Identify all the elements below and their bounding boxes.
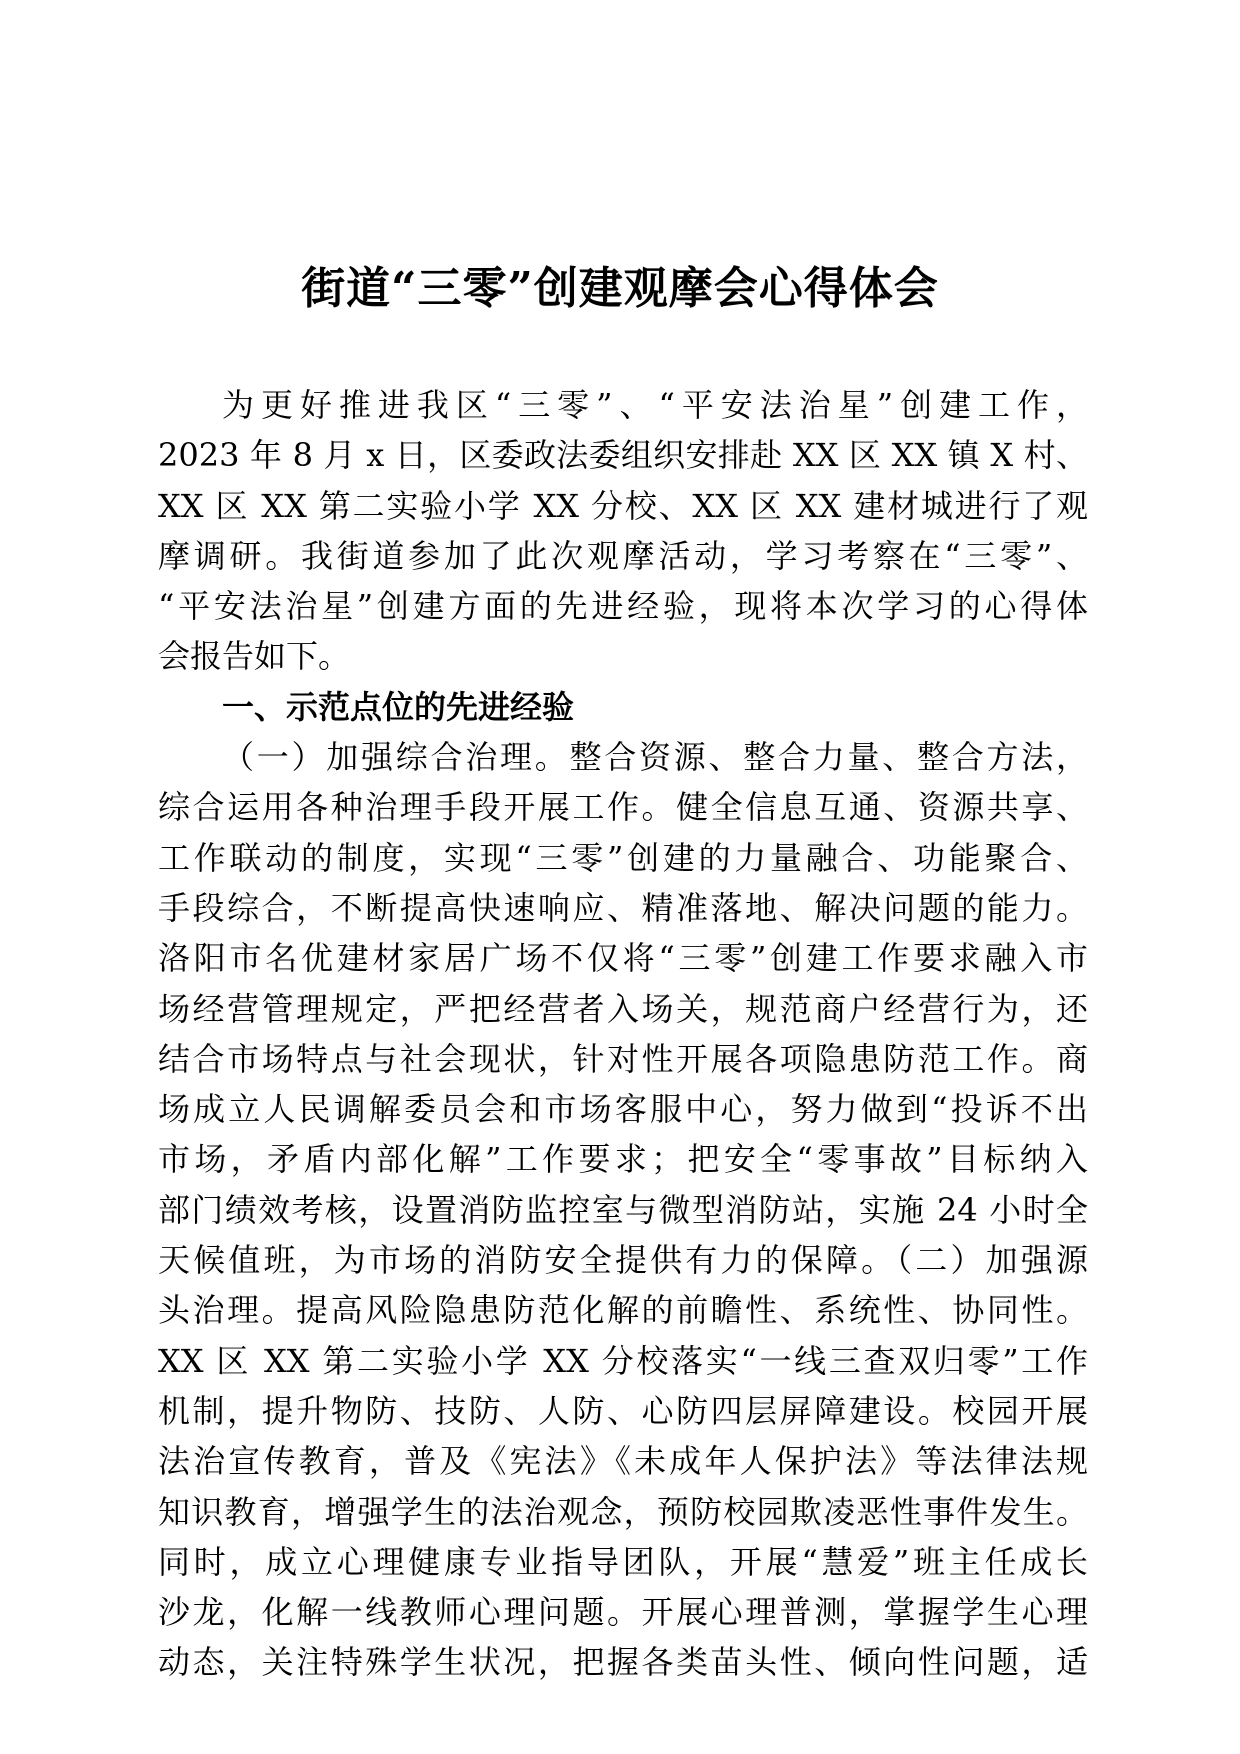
intro-line: XX 区 XX 第二实验小学 XX 分校、XX 区 XX 建材城进行了观 [158, 486, 1088, 525]
body-line: 场成立人民调解委员会和市场客服中心，努力做到“投诉不出 [158, 1090, 1088, 1129]
body-line: 市场，矛盾内部化解”工作要求；把安全“零事故”目标纳入 [158, 1140, 1088, 1179]
intro-line: 为更好推进我区“三零”、“平安法治星”创建工作， [222, 386, 1088, 424]
intro-line: 2023 年 8 月 x 日，区委政法委组织安排赴 XX 区 XX 镇 X 村、 [158, 436, 1088, 475]
intro-paragraph [158, 380, 1088, 682]
intro-line: 会报告如下。 [158, 637, 351, 676]
body-line: 场经营管理规定，严把经营者入场关，规范商户经营行为，还 [158, 989, 1088, 1028]
body-line: 知识教育，增强学生的法治观念，预防校园欺凌恶性事件发生。 [158, 1492, 1088, 1531]
section-heading: 一、示范点位的先进经验 [222, 687, 575, 726]
body-line: 洛阳市名优建材家居广场不仅将“三零”创建工作要求融入市 [158, 939, 1088, 978]
document-title: 街道“三零”创建观摩会心得体会 [301, 263, 939, 314]
body-line: 部门绩效考核，设置消防监控室与微型消防站，实施 24 小时全 [158, 1190, 1088, 1229]
intro-line: “平安法治星”创建方面的先进经验，现将本次学习的心得体 [158, 587, 1088, 626]
body-line: XX 区 XX 第二实验小学 XX 分校落实“一线三查双归零”工作 [158, 1341, 1088, 1380]
body-line: 机制，提升物防、技防、人防、心防四层屏障建设。校园开展 [158, 1391, 1088, 1430]
body-line: 结合市场特点与社会现状，针对性开展各项隐患防范工作。商 [158, 1039, 1088, 1078]
body-line: 头治理。提高风险隐患防范化解的前瞻性、系统性、协同性。 [158, 1291, 1088, 1330]
body-line: 动态，关注特殊学生状况，把握各类苗头性、倾向性问题，适 [158, 1643, 1088, 1682]
body-line: 同时，成立心理健康专业指导团队，开展“慧爱”班主任成长 [158, 1542, 1088, 1581]
body-line: （一）加强综合治理。整合资源、整合力量、整合方法， [222, 738, 1088, 777]
body-line: 天候值班，为市场的消防安全提供有力的保障。（二）加强源 [158, 1241, 1088, 1280]
body-line: 工作联动的制度，实现“三零”创建的力量融合、功能聚合、 [158, 838, 1088, 877]
intro-line: 摩调研。我街道参加了此次观摩活动，学习考察在“三零”、 [158, 536, 1088, 575]
body-line: 沙龙，化解一线教师心理问题。开展心理普测，掌握学生心理 [158, 1593, 1088, 1632]
body-line: 手段综合，不断提高快速响应、精准落地、解决问题的能力。 [158, 888, 1088, 927]
body-line: 法治宣传教育，普及《宪法》《未成年人保护法》等法律法规 [158, 1442, 1088, 1481]
document-body [158, 380, 1088, 1688]
body-line: 综合运用各种治理手段开展工作。健全信息互通、资源共享、 [158, 788, 1088, 827]
body-paragraph [158, 732, 1088, 1688]
